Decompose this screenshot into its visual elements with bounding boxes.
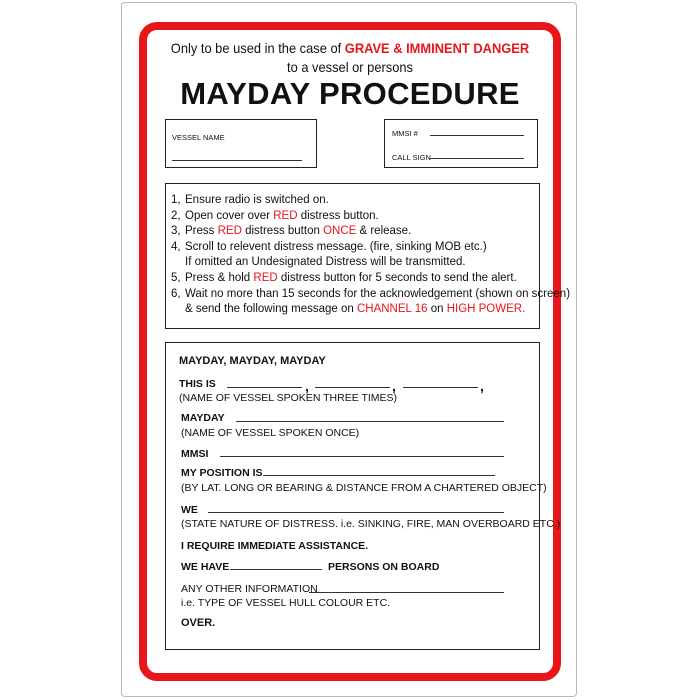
mayday-note: (NAME OF VESSEL SPOKEN ONCE) <box>181 427 360 439</box>
step-text: If omitted an Undesignated Distress will be transmitted. <box>185 256 466 269</box>
step-number: 2, <box>171 209 181 222</box>
comma-2: , <box>392 378 396 394</box>
step-number: 5, <box>171 271 181 284</box>
step-number: 3, <box>171 225 181 238</box>
step-text: Press <box>185 225 218 238</box>
position-note: (BY LAT. LONG OR BEARING & DISTANCE FROM A CHARTERED OBJECT) <box>181 482 547 494</box>
step-line <box>171 287 570 303</box>
we-have-label: WE HAVE <box>181 561 230 573</box>
mayday-label: MAYDAY <box>181 412 225 424</box>
step-highlight: ONCE <box>323 225 357 238</box>
step-line <box>171 255 570 271</box>
step-number: 1, <box>171 194 181 206</box>
we-note: (STATE NATURE OF DISTRESS. i.e. SINKING, FIRE, MAN OVERBOARD ETC.) <box>181 518 561 530</box>
mayday-message-form <box>165 342 561 650</box>
form-heading: MAYDAY, MAYDAY, MAYDAY <box>179 355 326 367</box>
step-text: & send the following message on <box>185 303 357 316</box>
step-highlight: HIGH POWER. <box>446 303 526 316</box>
intro-line-2: to a vessel or persons <box>286 59 414 75</box>
we-line <box>208 512 504 513</box>
comma-1: , <box>305 378 309 394</box>
mmsi-box-label: MMSI # <box>392 129 418 138</box>
mayday-line <box>236 421 504 422</box>
call-sign-label: CALL SIGN <box>392 153 431 162</box>
step-text: on <box>427 303 447 316</box>
other-info-line <box>309 592 504 593</box>
mmsi-callsign-box <box>384 119 538 168</box>
step-number: 4, <box>171 240 181 253</box>
comma-3: , <box>480 378 484 394</box>
assistance-line: I REQUIRE IMMEDIATE ASSISTANCE. <box>181 540 369 552</box>
steps-list <box>171 193 570 318</box>
vessel-name-line-3 <box>403 387 478 388</box>
step-text: Wait no more than 15 seconds for the acknowledgement (shown on screen) <box>185 287 571 300</box>
step-text: Press & hold <box>185 271 254 284</box>
step-text: Scroll to relevent distress message. (fire, sinking MOB etc.) <box>185 240 487 253</box>
step-line <box>171 209 570 225</box>
mmsi-label: MMSI <box>181 448 209 460</box>
mmsi-line <box>220 456 504 457</box>
step-line <box>171 240 570 256</box>
step-text: & release. <box>356 225 412 238</box>
step-line <box>171 302 570 318</box>
vessel-name-box <box>165 119 317 168</box>
procedure-steps-box <box>165 183 571 329</box>
vessel-name-line <box>172 160 302 161</box>
intro-emphasis: GRAVE & IMMINENT DANGER <box>344 40 530 56</box>
vessel-name-label: VESSEL NAME <box>172 133 225 142</box>
step-text: distress button <box>241 225 324 238</box>
step-highlight: CHANNEL 16 <box>356 303 428 316</box>
this-is-note: (NAME OF VESSEL SPOKEN THREE TIMES) <box>179 392 398 404</box>
page-title: MAYDAY PROCEDURE <box>180 76 520 111</box>
step-text: Open cover over <box>185 209 274 222</box>
intro-line-1 <box>156 40 544 56</box>
step-line <box>171 271 570 287</box>
call-sign-line <box>430 158 524 159</box>
step-text: Ensure radio is switched on. <box>185 194 329 206</box>
step-highlight: RED <box>217 225 242 238</box>
step-line <box>171 193 570 209</box>
over-label: OVER. <box>181 617 216 629</box>
other-info-label: ANY OTHER INFORMATION <box>181 583 318 595</box>
step-text: distress button for 5 seconds to send the alert. <box>277 271 517 284</box>
vessel-name-line-1 <box>227 387 302 388</box>
step-highlight: RED <box>273 209 298 222</box>
persons-label: PERSONS ON BOARD <box>328 561 440 573</box>
step-text: distress button. <box>297 209 379 222</box>
other-info-note: i.e. TYPE OF VESSEL HULL COLOUR ETC. <box>181 597 391 609</box>
step-number: 6, <box>171 287 181 300</box>
position-line <box>263 475 495 476</box>
intro-prefix: Only to be used in the case of <box>170 40 342 56</box>
this-is-label: THIS IS <box>179 378 216 390</box>
position-label: MY POSITION IS <box>181 467 263 479</box>
vessel-name-line-2 <box>315 387 390 388</box>
persons-count-line <box>230 569 322 570</box>
we-label: WE <box>181 504 198 516</box>
step-line <box>171 224 570 240</box>
step-highlight: RED <box>253 271 278 284</box>
mmsi-box-line <box>430 135 524 136</box>
